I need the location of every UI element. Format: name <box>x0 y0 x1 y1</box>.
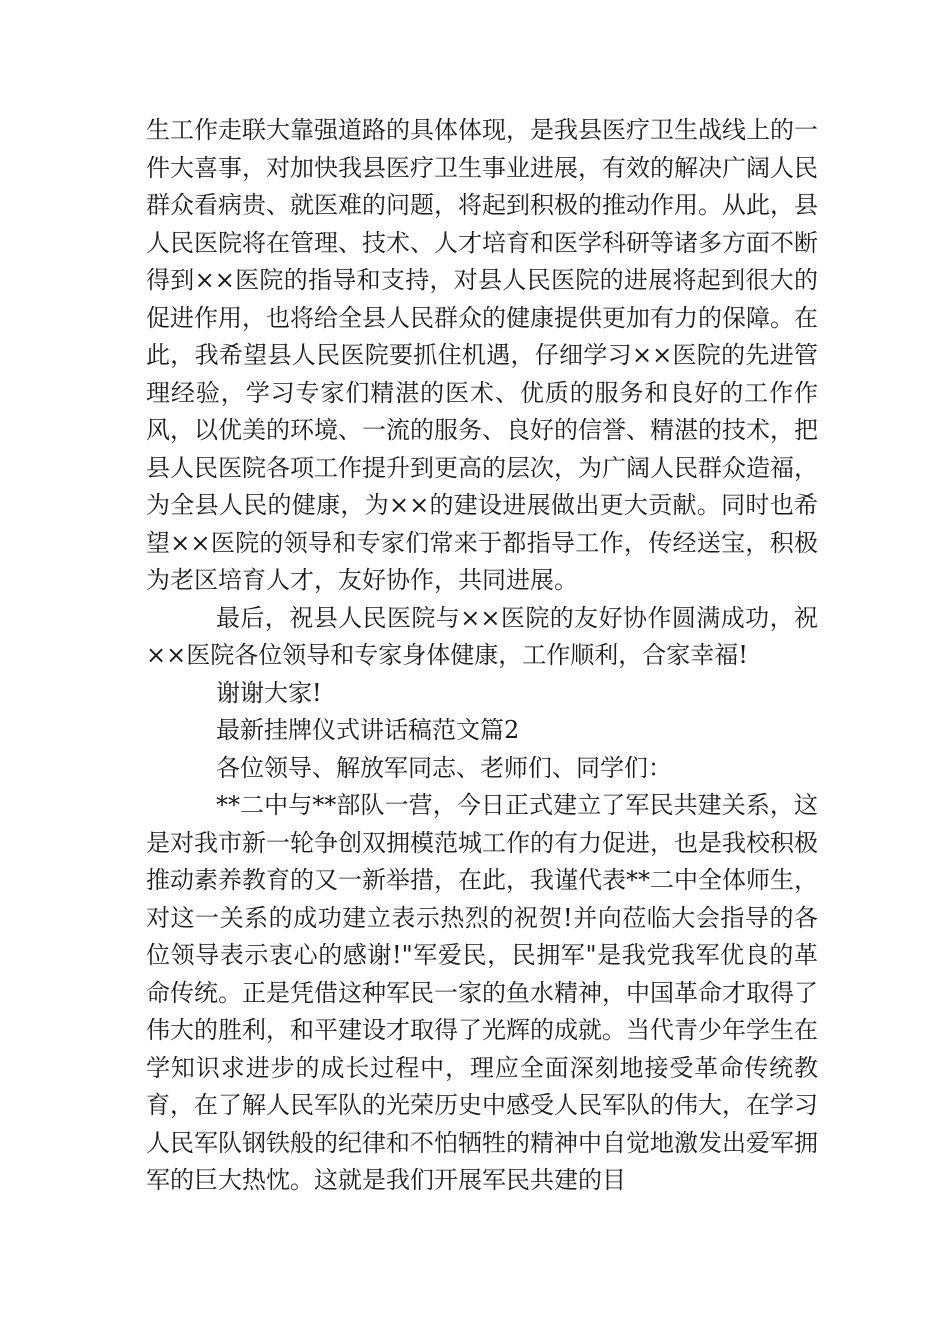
paragraph-1: 生工作走联大靠强道路的具体体现，是我县医疗卫生战线上的一件大喜事，对加快我县医疗卫生事业进展，有效的解决广阔人民群众看病贵、就医难的问题，将起到积极的推动作用。从此，县人民医院将在管理、技术、人才培育和医学科研等诸多方面不断得到××医院的指导和支持，对县人民医院的进展将起到很大的促进作用，也将给全县人民群众的健康提供更加有力的保障。在此，我希望县人民医院要抓住机遇，仔细学习××医院的先进管理经验，学习专家们精湛的医术、优质的服务和良好的工作作风，以优美的环境、一流的服务、良好的信誉、精湛的技术，把县人民医院各项工作提升到更高的层次，为广阔人民群众造福，为全县人民的健康，为××的建设进展做出更大贡献。同时也希望××医院的领导和专家们常来于都指导工作，传经送宝，积极为老区培育人才，友好协作，共同进展。 <box>146 116 818 594</box>
document-body <box>146 112 818 1200</box>
section-heading: 最新挂牌仪式讲话稿范文篇2 <box>216 716 520 744</box>
paragraph-2: 最后，祝县人民医院与××医院的友好协作圆满成功，祝××医院各位领导和专家身体健康，工作顺利，合家幸福! <box>146 603 818 669</box>
paragraph-3: 谢谢大家! <box>216 678 322 707</box>
salutation: 各位领导、解放军同志、老师们、同学们： <box>216 753 672 782</box>
paragraph-4: **二中与**部队一营，今日正式建立了军民共建关系，这是对我市新一轮争创双拥模范城工作的有力促进，也是我校积极推动素养教育的又一新举措，在此，我谨代表**二中全体师生，对这一关系的成功建立表示热烈的祝贺!并向莅临大会指导的各位领导表示衷心的感谢!"军爱民，民拥军"是我党我军优良的革命传统。正是凭借这种军民一家的鱼水精神，中国革命才取得了伟大的胜利，和平建设才取得了光辉的成就。当代青少年学生在学知识求进步的成长过程中，理应全面深刻地接受革命传统教育，在了解人民军队的光荣历史中感受人民军队的伟大，在学习人民军队钢铁般的纪律和不怕牺牲的精神中自觉地激发出爱军拥军的巨大热忱。这就是我们开展军民共建的目 <box>146 791 818 1194</box>
